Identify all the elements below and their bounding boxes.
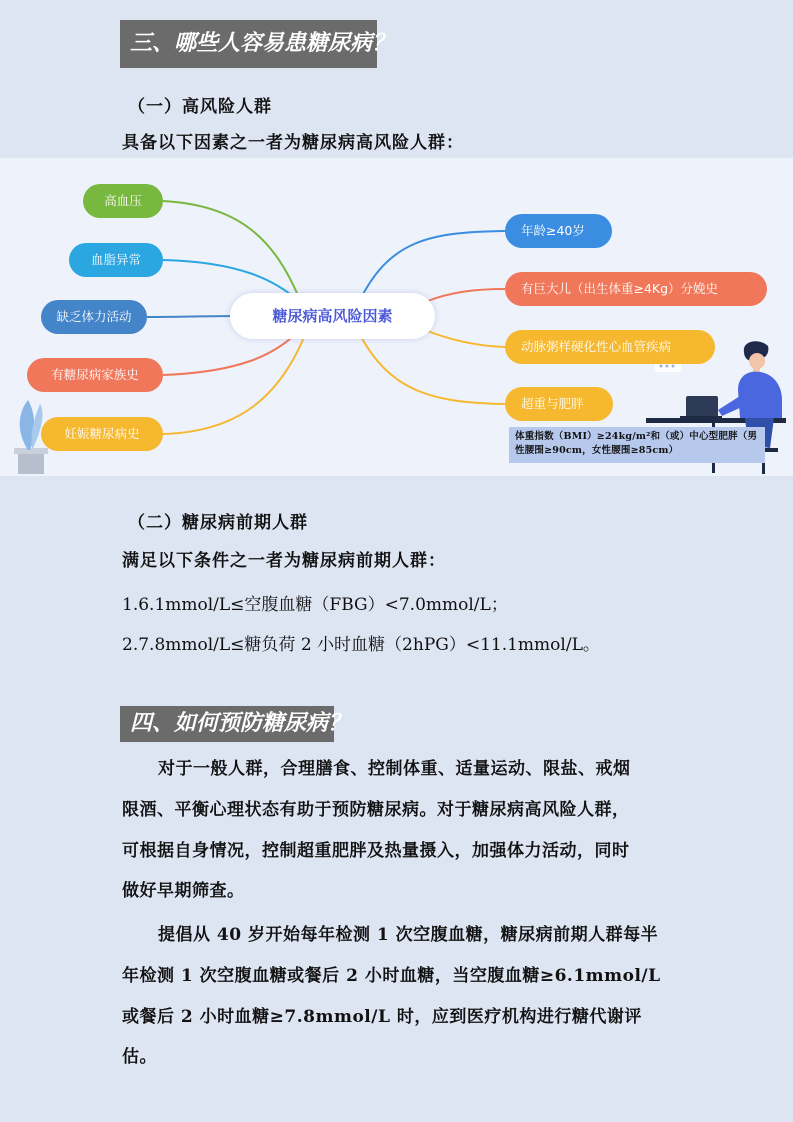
prevention-para2-line3: 或餐后 2 小时血糖≥7.8mmol/L 时，应到医疗机构进行糖代谢评 [122,1007,642,1027]
risk-factor-hypertension: 高血压 [83,184,163,218]
risk-factor-family-history: 有糖尿病家族史 [27,358,163,392]
high-risk-intro: 具备以下因素之一者为糖尿病高风险人群： [122,133,464,153]
subsection-prediabetes-title: （二）糖尿病前期人群 [128,513,308,533]
section-4-title: 四、如何预防糖尿病？ [120,706,334,742]
prediabetes-criterion-2: 2.7.8mmol/L≤糖负荷 2 小时血糖（2hPG）<11.1mmol/L。 [122,635,600,655]
prevention-para1-line4: 做好早期筛查。 [122,881,245,901]
risk-factor-dyslipidemia: 血脂异常 [69,243,163,277]
risk-factor-age: 年龄≥40岁 [505,214,612,248]
risk-factor-gestational-diabetes: 妊娠糖尿病史 [41,417,163,451]
risk-factor-ascvd: 动脉粥样硬化性心血管疾病 [505,330,715,364]
risk-factor-physical-inactivity: 缺乏体力活动 [41,300,147,334]
risk-factor-macrosomia: 有巨大儿（出生体重≥4Kg）分娩史 [505,272,767,306]
risk-factor-overweight: 超重与肥胖 [505,387,613,421]
bmi-note: 体重指数（BMI）≥24kg/m²和（或）中心型肥胖（男性腰围≥90cm，女性腰围≥85cm） [509,427,765,463]
prevention-para1-line3: 可根据自身情况，控制超重肥胖及热量摄入，加强体力活动，同时 [122,841,630,861]
prevention-para2-line1: 提倡从 40 岁开始每年检测 1 次空腹血糖，糖尿病前期人群每半 [158,925,659,945]
prediabetes-criterion-1: 1.6.1mmol/L≤空腹血糖（FBG）<7.0mmol/L； [122,595,508,615]
prevention-para1-line2: 限酒、平衡心理状态有助于预防糖尿病。对于糖尿病高风险人群， [122,800,630,820]
prevention-para2-line4: 估。 [122,1047,157,1067]
prevention-para2-line2: 年检测 1 次空腹血糖或餐后 2 小时血糖，当空腹血糖≥6.1mmol/L [122,966,661,986]
prediabetes-intro: 满足以下条件之一者为糖尿病前期人群： [122,551,446,571]
prevention-para1-line1: 对于一般人群，合理膳食、控制体重、适量运动、限盐、戒烟 [158,759,631,779]
subsection-high-risk-title: （一）高风险人群 [128,97,272,117]
section-3-title: 三、哪些人容易患糖尿病？ [120,20,377,68]
mindmap-center-node: 糖尿病高风险因素 [230,293,435,339]
